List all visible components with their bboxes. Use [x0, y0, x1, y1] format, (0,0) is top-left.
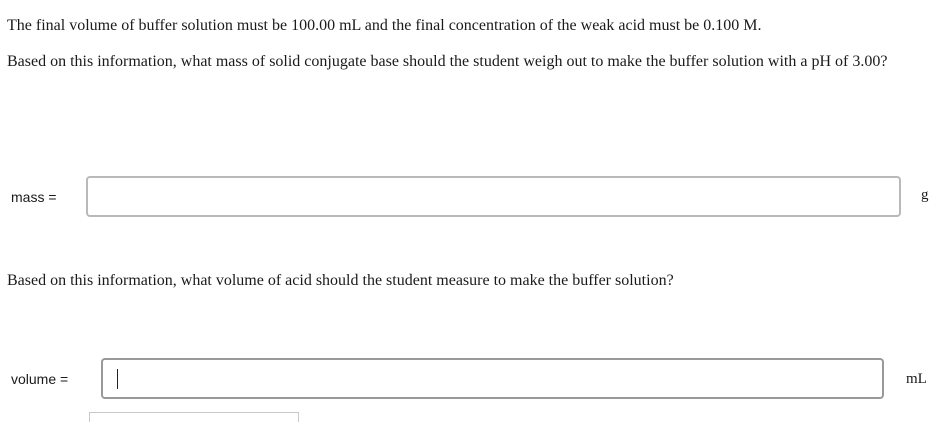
- text-caret: [117, 369, 118, 389]
- volume-unit: mL: [906, 371, 927, 387]
- mass-input[interactable]: [86, 176, 901, 217]
- volume-label: volume =: [11, 371, 69, 387]
- next-input-box[interactable]: [89, 412, 299, 422]
- volume-question-text: Based on this information, what volume of acid should the student measure to make the buffer solution?: [7, 272, 674, 289]
- mass-unit: g: [921, 187, 929, 203]
- mass-label: mass =: [11, 189, 57, 205]
- mass-question-text: Based on this information, what mass of solid conjugate base should the student weigh out to make the buffer solution with a pH of 3.00?: [7, 53, 888, 70]
- buffer-conditions-text: The final volume of buffer solution must be 100.00 mL and the final concentration of the weak acid must be 0.100 M.: [7, 17, 762, 34]
- volume-input[interactable]: [101, 358, 884, 399]
